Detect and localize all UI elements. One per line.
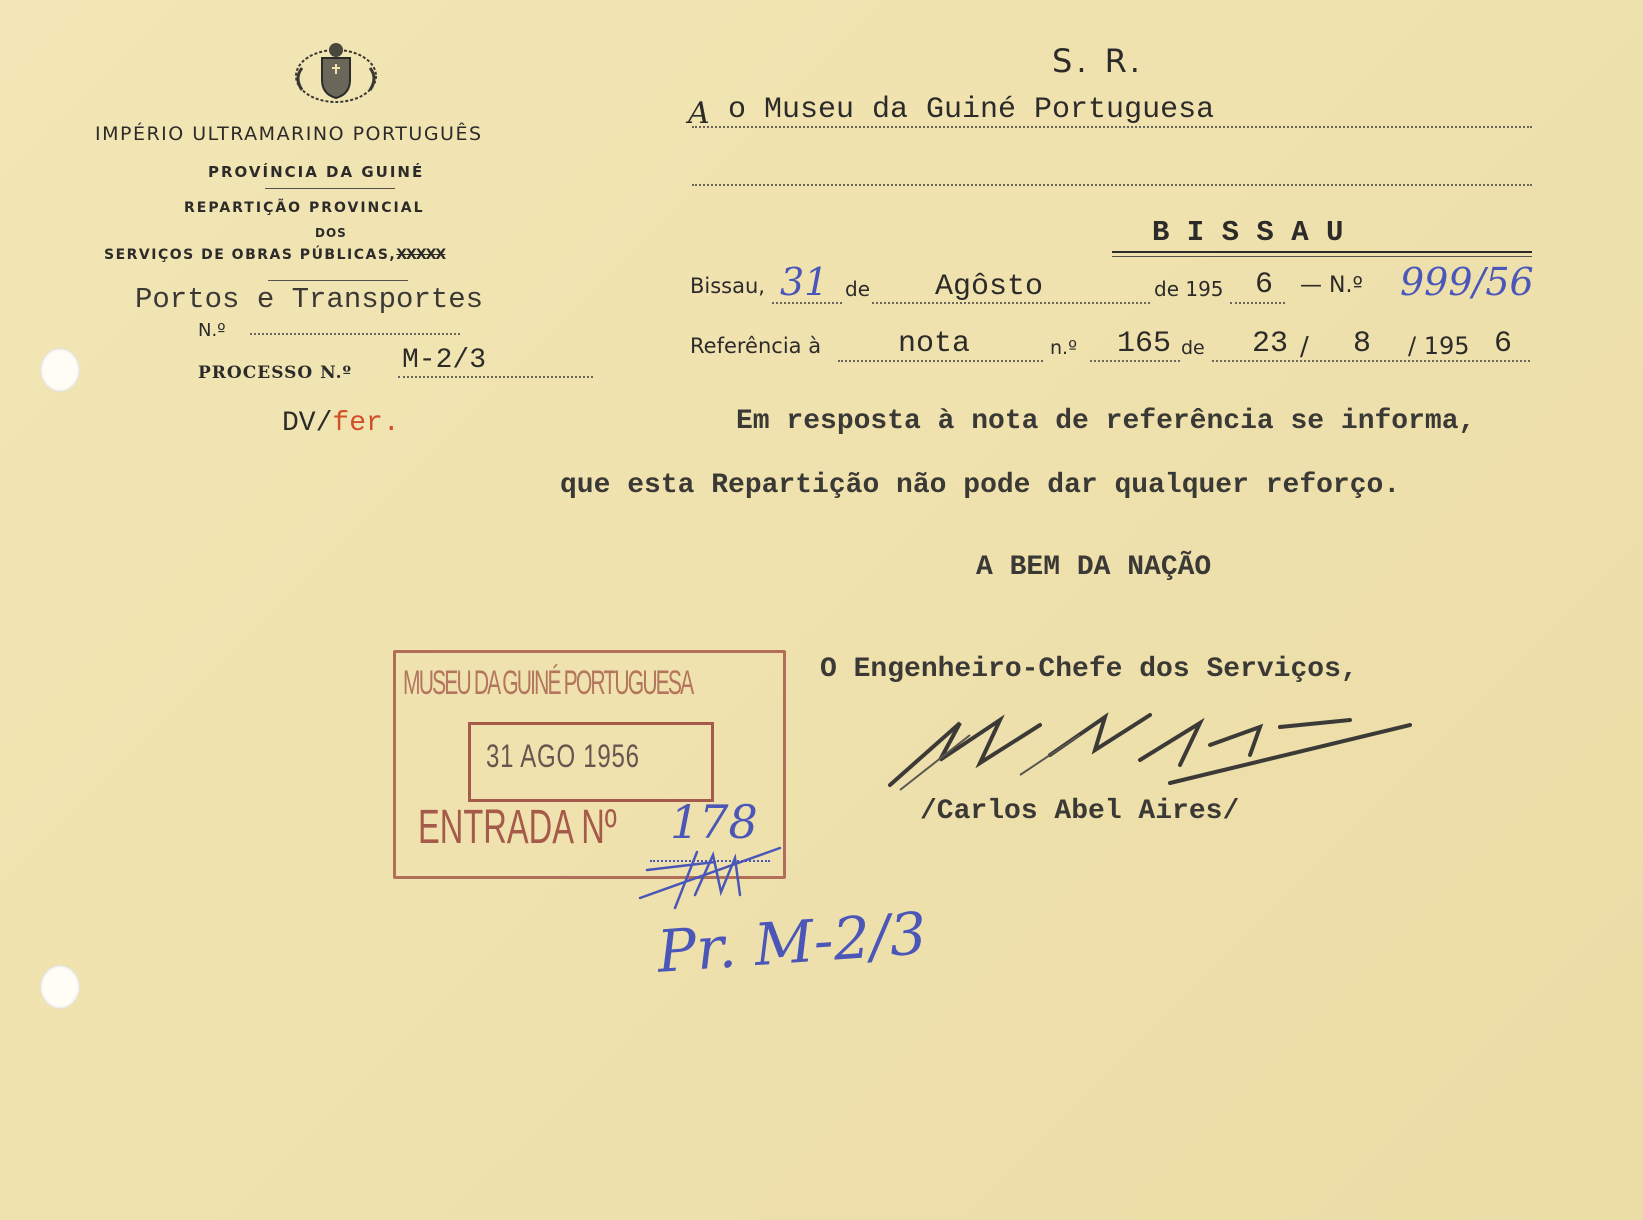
letterhead-empire: IMPÉRIO ULTRAMARINO PORTUGUÊS xyxy=(95,123,483,145)
initials-black: DV/ xyxy=(282,408,333,439)
stamp-institution: MUSEU DA GUINÉ PORTUGUESA xyxy=(403,664,693,702)
letterhead-public-works-text: SERVIÇOS DE OBRAS PÚBLICAS, xyxy=(104,247,397,263)
process-annotation: Pr. M-2/3 xyxy=(655,899,929,986)
initials xyxy=(282,408,400,439)
recipient-dots-2 xyxy=(692,184,1532,186)
closing-phrase: A BEM DA NAÇÃO xyxy=(976,552,1212,583)
letterhead-department: REPARTIÇÃO PROVINCIAL xyxy=(184,200,425,216)
letterhead-struck-text: XXXXX xyxy=(396,247,446,263)
date-city-label: Bissau, xyxy=(690,274,765,298)
recipient-prefix: A xyxy=(688,96,710,131)
letterhead-divider-2 xyxy=(268,280,408,281)
date-number-value: 999/56 xyxy=(1400,260,1534,304)
initials-red: fer. xyxy=(332,408,400,439)
letterhead-section: Portos e Transportes xyxy=(135,283,484,316)
letterhead-province: PROVÍNCIA DA GUINÉ xyxy=(208,163,425,181)
stamp-date: 31 AGO 1956 xyxy=(486,738,640,774)
letterhead-number-label: N.º xyxy=(198,320,226,341)
reference-de: de xyxy=(1181,337,1205,359)
reference-year-digit: 6 xyxy=(1494,327,1513,361)
stamp-entry-number: 178 xyxy=(670,795,758,849)
process-label: PROCESSO N.º xyxy=(198,363,352,383)
date-de-1: de xyxy=(845,277,870,301)
date-year-dots xyxy=(1230,302,1285,304)
recipient-dots-1 xyxy=(692,126,1532,128)
reference-no-label: n.º xyxy=(1050,337,1078,359)
stamp-entry-label: ENTRADA Nº xyxy=(418,801,617,854)
punch-hole-bottom xyxy=(40,965,80,1009)
body-line-1: Em resposta à nota de referência se informa, xyxy=(736,406,1476,437)
reference-slash: / xyxy=(1300,332,1309,362)
punch-hole-top xyxy=(40,348,80,392)
coat-of-arms-emblem xyxy=(288,40,384,112)
signatory-title: O Engenheiro-Chefe dos Serviços, xyxy=(820,654,1358,685)
date-month-dots xyxy=(872,302,1150,304)
letterhead-dos: DOS xyxy=(315,226,347,240)
date-year-label: de 195 xyxy=(1154,277,1224,301)
recipient-city: B I S S A U xyxy=(1152,216,1344,249)
signature xyxy=(880,705,1420,800)
process-dots xyxy=(398,376,593,378)
reference-type: nota xyxy=(898,327,971,361)
letterhead-divider xyxy=(265,188,395,189)
date-number-label: — N.º xyxy=(1300,273,1363,298)
date-day: 31 xyxy=(780,260,829,304)
date-month: Agôsto xyxy=(935,270,1044,304)
city-underline-2 xyxy=(1112,256,1532,257)
recipient-name: o Museu da Guiné Portuguesa xyxy=(728,93,1215,127)
process-value: M-2/3 xyxy=(402,345,487,376)
reference-month: 8 xyxy=(1353,327,1372,361)
reference-number: 165 xyxy=(1117,327,1172,361)
letterhead-number-dots xyxy=(250,333,460,335)
reference-day: 23 xyxy=(1252,327,1289,361)
city-underline xyxy=(1112,251,1532,253)
date-day-dots xyxy=(772,302,842,304)
reference-year-prefix: / 195 xyxy=(1408,332,1470,360)
reference-label: Referência à xyxy=(690,334,822,358)
signatory-name: /Carlos Abel Aires/ xyxy=(920,796,1240,827)
handwritten-initials xyxy=(635,840,785,915)
salutation: S. R. xyxy=(1052,42,1144,80)
body-line-2: que esta Repartição não pode dar qualquer reforço. xyxy=(560,470,1401,501)
date-year-digit: 6 xyxy=(1255,268,1274,302)
letterhead-public-works xyxy=(104,247,445,263)
